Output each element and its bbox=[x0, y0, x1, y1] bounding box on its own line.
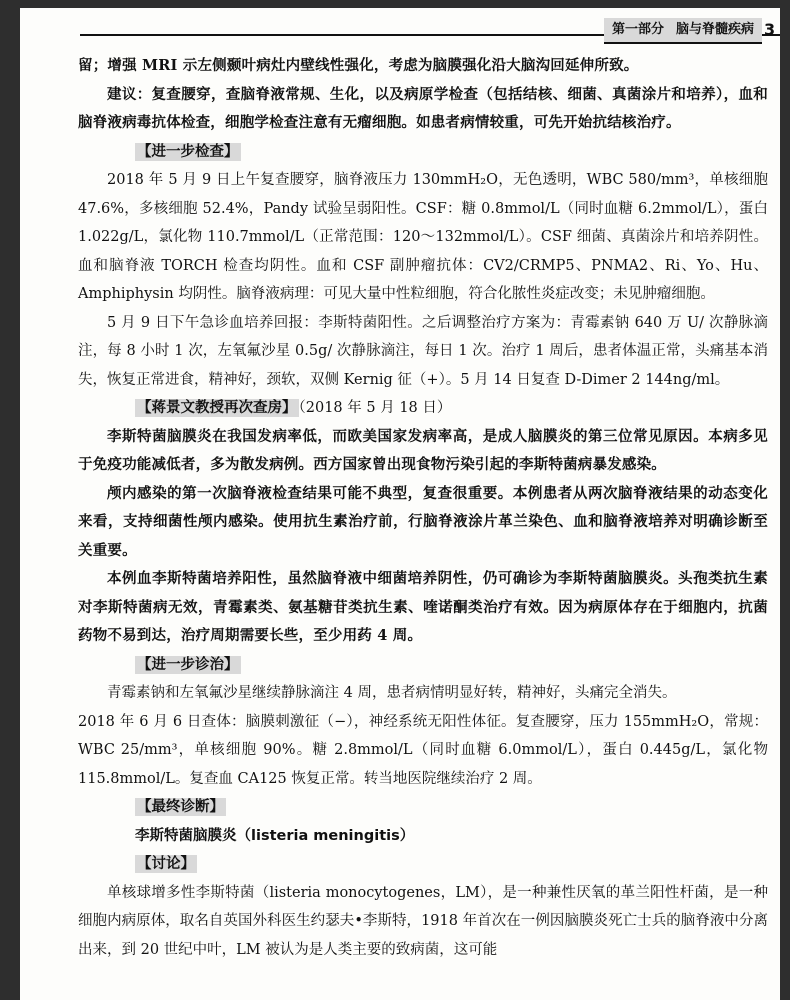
heading-final-diag-label: 【最终诊断】 bbox=[137, 799, 224, 815]
page-number: 3 bbox=[764, 20, 776, 39]
paragraph-exam-1: 2018 年 5 月 9 日上午复查腰穿，脑脊液压力 130mmH₂O，无色透明，WBC 580/mm³，单核细胞 47.6%，多核细胞 52.4%，Pandy 试验呈弱阳性。CSF：糖 0.8mmol/L（同时血糖 6.2mmol/L），蛋白 1.022g/L，氯化物 110.7mmol/L（正常范围：120～132mmol/L）。CSF 细菌、真菌涂片和培养阴性。血和脑脊液 TORCH 检查均阴性。血和 CSF 副肿瘤抗体：CV2/CRMP5、PNMA2、Ri、Yo、Hu、Amphiphysin 均阴性。脑脊液病理：可见大量中性粒细胞，符合化脓性炎症改变；未见肿瘤细胞。 bbox=[78, 172, 768, 302]
paragraph-exam-2: 5 月 9 日下午急诊血培养回报：李斯特菌阳性。之后调整治疗方案为：青霉素钠 640 万 U/ 次静脉滴注，每 8 小时 1 次，左氧氟沙星 0.5g/ 次静脉滴注，每日 1 次。治疗 1 周后，患者体温正常，头痛基本消失，恢复正常进食，精神好，颈软，双侧 Kernig 征（+）。5 月 14 日复查 D-Dimer 2 144ng/ml。 bbox=[78, 314, 768, 388]
final-diagnosis: 李斯特菌脑膜炎（listeria meningitis） bbox=[135, 827, 415, 844]
paragraph-diag-2: 2018 年 6 月 6 日查体：脑膜刺激征（−），神经系统无阳性体征。复查腰穿，压力 155mmH₂O，常规：WBC 25/mm³，单核细胞 90%。糖 2.8mmol/L（同时血糖 6.0mmol/L），蛋白 0.445g/L，氯化物 115.8mmol/L。复查血 CA125 恢复正常。转当地医院继续治疗 2 周。 bbox=[78, 713, 768, 787]
heading-final-diag bbox=[78, 793, 768, 822]
running-header bbox=[604, 18, 762, 44]
paragraph-rounds-1: 李斯特菌脑膜炎在我国发病率低，而欧美国家发病率高，是成人脑膜炎的第三位常见原因。本病多见于免疫功能减低者，多为散发病例。西方国家曾出现食物污染引起的李斯特菌病暴发感染。 bbox=[78, 427, 768, 473]
heading-further-exam-label: 【进一步检查】 bbox=[137, 143, 239, 160]
paragraph-diag-1: 青霉素钠和左氧氟沙星继续静脉滴注 4 周，患者病情明显好转，精神好，头痛完全消失。 bbox=[107, 685, 677, 701]
paragraph-rounds-2: 颅内感染的第一次脑脊液检查结果可能不典型，复查很重要。本例患者从两次脑脊液结果的动态变化来看，支持细菌性颅内感染。使用抗生素治疗前，行脑脊液涂片革兰染色、血和脑脊液培养对明确诊断至关重要。 bbox=[78, 484, 768, 559]
heading-rounds bbox=[78, 394, 768, 423]
header-section: 脑与脊髓疾病 bbox=[675, 22, 754, 37]
heading-further-diag bbox=[78, 651, 768, 680]
paragraph-continued: 留；增强 MRI 示左侧颞叶病灶内壁线性强化，考虑为脑膜强化沿大脑沟回延伸所致。 bbox=[78, 57, 639, 74]
book-page bbox=[20, 8, 780, 1000]
heading-rounds-date: （2018 年 5 月 18 日） bbox=[298, 400, 452, 416]
heading-further-exam bbox=[78, 138, 768, 167]
paragraph-rounds-3: 本例血李斯特菌培养阳性，虽然脑脊液中细菌培养阴性，仍可确诊为李斯特菌脑膜炎。头孢类抗生素对李斯特菌病无效，青霉素类、氨基糖苷类抗生素、喹诺酮类治疗有效。因为病原体存在于细胞内，抗菌药物不易到达，治疗周期需要长些，至少用药 4 周。 bbox=[78, 570, 768, 644]
paragraph-suggestion: 建议：复查腰穿，查脑脊液常规、生化，以及病原学检查（包括结核、细菌、真菌涂片和培养），血和脑脊液病毒抗体检查，细胞学检查注意有无瘤细胞。如患者病情较重，可先开始抗结核治疗。 bbox=[78, 85, 768, 131]
heading-further-diag-label: 【进一步诊治】 bbox=[137, 656, 239, 673]
heading-rounds-label: 【蒋景文教授再次查房】 bbox=[137, 400, 297, 416]
heading-discussion-label: 【讨论】 bbox=[137, 856, 195, 872]
page-body bbox=[78, 52, 768, 964]
header-part: 第一部分 bbox=[611, 22, 664, 37]
paragraph-discussion: 单核球增多性李斯特菌（listeria monocytogenes，LM），是一种兼性厌氧的革兰阳性杆菌，是一种细胞内病原体，取名自英国外科医生约瑟夫•李斯特，1918 年首次在一例因脑膜炎死亡士兵的脑脊液中分离出来，到 20 世纪中叶，LM 被认为是人类主要的致病菌，这可能 bbox=[78, 884, 768, 958]
heading-discussion bbox=[78, 850, 768, 879]
